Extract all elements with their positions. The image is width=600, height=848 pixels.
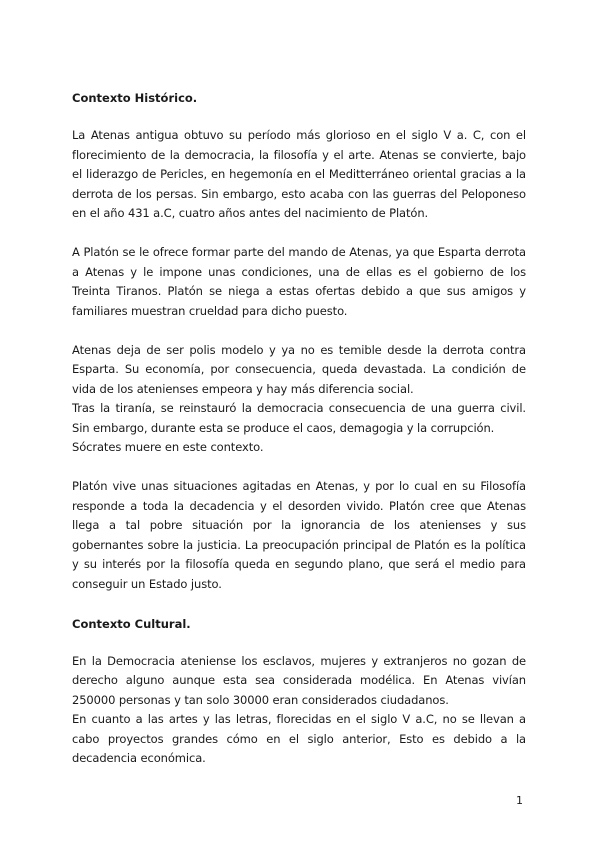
section-heading-historico: Contexto Histórico. — [72, 91, 198, 105]
paragraph-historico-3: Atenas deja de ser polis modelo y ya no es temible desde la derrota contra Esparta. Su economía, por consecuencia, queda devastada. La condición de vida de los atenienses empeora y hay más diferencia social. — [72, 342, 526, 396]
paragraph-cultural-2: En cuanto a las artes y las letras, florecidas en el siglo V a.C, no se llevan a cabo proyectos grandes cómo en el siglo anterior, Esto es debido a la decadencia económica. — [72, 712, 526, 765]
spacer — [72, 458, 526, 478]
document-page — [72, 88, 526, 769]
spacer — [72, 634, 526, 652]
paragraph-historico-2: A Platón se le ofrece formar parte del mando de Atenas, ya que Esparta derrota a Atenas y le impone unas condiciones, una de ellas es el gobierno de los Treinta Tiranos. Platón se niega a estas ofertas debido a que sus amigos y familiares muestran crueldad para dicho puesto. — [72, 245, 526, 318]
paragraph-historico-5: Sócrates muere en este contexto. — [72, 440, 264, 454]
paragraph-historico-1: La Atenas antigua obtuvo su período más glorioso en el siglo V a. C, con el florecimiento de la democracia, la filosofía y el arte. Atenas se convierte, bajo el liderazgo de Pericles, en hegemonía en el Meditterráneo oriental gracias a la derrota de los persas. Sin embargo, esto acaba con las guerras del Peloponeso en el año 431 a.C, cuatro años antes del nacimiento de Platón. — [72, 128, 526, 220]
section-heading-cultural: Contexto Cultural. — [72, 616, 191, 631]
spacer — [72, 321, 526, 341]
spacer — [72, 594, 526, 614]
spacer — [72, 224, 526, 244]
page-number: 1 — [516, 794, 523, 807]
paragraph-cultural-1: En la Democracia ateniense los esclavos, mujeres y extranjeros no gozan de derecho alguno aunque esta sea considerada modélica. En Atenas vivían 250000 personas y tan solo 30000 eran considerados ciudadanos. — [72, 653, 526, 707]
paragraph-historico-6: Platón vive unas situaciones agitadas en Atenas, y por lo cual en su Filosofía responde a toda la decadencia y el desorden vivido. Platón cree que Atenas llega a tal pobre situación por la ignorancia de los atenienses y sus gobernantes sobre la justicia. La preocupación principal de Platón es la política y su interés por la filosofía queda en segundo plano, que será el medio para conseguir un Estado justo. — [72, 479, 526, 591]
paragraph-historico-4: Tras la tiranía, se reinstauró la democracia consecuencia de una guerra civil. Sin embargo, durante esta se produce el caos, demagogia y la corrupción. — [72, 401, 526, 435]
spacer — [72, 108, 526, 126]
